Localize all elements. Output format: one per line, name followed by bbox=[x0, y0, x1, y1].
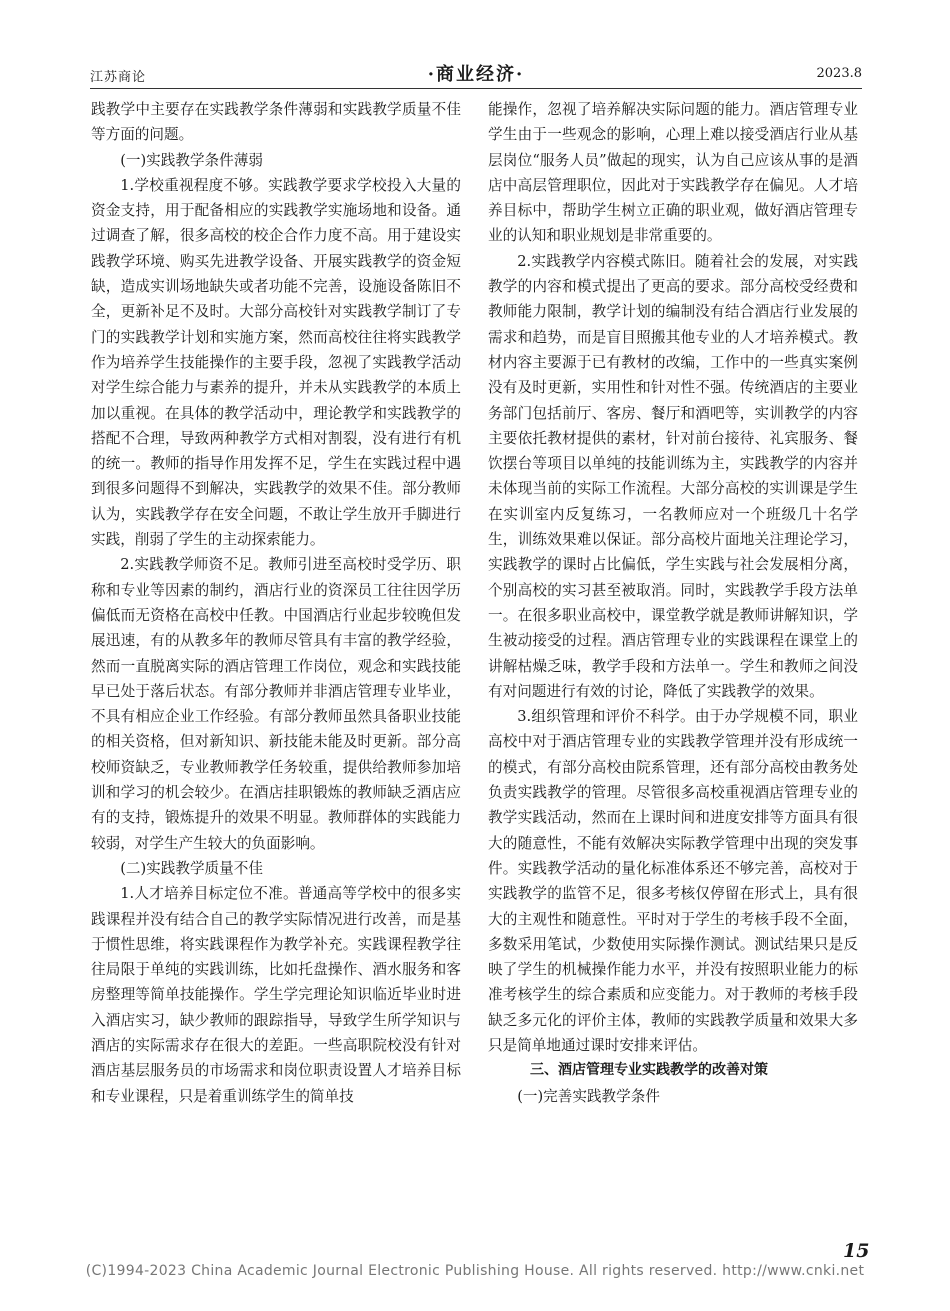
paragraph: 践教学中主要存在实践教学条件薄弱和实践教学质量不佳等方面的问题。 bbox=[91, 101, 461, 144]
section-heading: 三、酒店管理专业实践教学的改善对策 bbox=[530, 1062, 768, 1079]
paragraph: 2.实践教学内容模式陈旧。随着社会的发展，对实践教学的内容和模式提出了更高的要求。部分高校受经费和教师能力限制，教学计划的编制没有结合酒店行业发展的需求和趋势，而是盲目照搬其他专业的人才培养模式。教材内容主要源于已有教材的改编，工作中的一些真实案例没有及时更新，实用性和针对性不强。传统酒店的主要业务部门包括前厅、客房、餐厅和酒吧等，实训教学的内容主要依托教材提供的素材，针对前台接待、礼宾服务、餐饮摆台等项目以单纯的技能训练为主，实践教学的内容并未体现当前的实际工作流程。大部分高校的实训课是学生在实训室内反复练习，一名教师应对一个班级几十名学生，训练效果难以保证。部分高校片面地关注理论学习，实践教学的课时占比偏低，学生实践与社会发展相分离，个别高校的实习甚至被取消。同时，实践教学手段方法单一。在很多职业高校中，课堂教学就是教师讲解知识，学生被动接受的过程。酒店管理专业的实践课程在课堂上的讲解枯燥乏味，教学手段和方法单一。学生和教师之间没有对问题进行有效的讨论，降低了实践教学的效果。 bbox=[488, 252, 858, 700]
copyright-footer: (C)1994-2023 China Academic Journal Electronic Publishing House. All rights reserved. http://www.cnki.net bbox=[85, 1263, 865, 1279]
left-column bbox=[91, 97, 461, 1109]
paragraph: 2.实践教学师资不足。教师引进至高校时受学历、职称和专业等因素的制约，酒店行业的资深员工往往因学历偏低而无资格在高校中任教。中国酒店行业起步较晚但发展迅速，有的从教多年的教师尽管具有丰富的教学经验，然而一直脱离实际的酒店管理工作岗位，观念和实践技能早已处于落后状态。有部分教师并非酒店管理专业毕业，不具有相应企业工作经验。有部分教师虽然具备职业技能的相关资格，但对新知识、新技能未能及时更新。部分高校师资缺乏，专业教师教学任务较重，提供给教师参加培训和学习的机会较少。在酒店挂职锻炼的教师缺乏酒店应有的支持，锻炼提升的效果不明显。教师群体的实践能力较弱，对学生产生较大的负面影响。 bbox=[91, 556, 461, 852]
paragraph: 能操作，忽视了培养解决实际问题的能力。酒店管理专业学生由于一些观念的影响，心理上难以接受酒店行业从基层岗位“服务人员”做起的现实，认为自己应该从事的是酒店中高层管理职位，因此对于实践教学存在偏见。人才培养目标中，帮助学生树立正确的职业观，做好酒店管理专业的认知和职业规划是非常重要的。 bbox=[488, 101, 858, 245]
paragraph: 1.人才培养目标定位不准。普通高等学校中的很多实践课程并没有结合自己的教学实际情况进行改善，而是基于惯性思维，将实践课程作为教学补充。实践课程教学往往局限于单纯的实践训练，比如托盘操作、酒水服务和客房整理等简单技能操作。学生学完理论知识临近毕业时进入酒店实习，缺少教师的跟踪指导，导致学生所学知识与酒店的实际需求存在很大的差距。一些高职院校没有针对酒店基层服务员的市场需求和岗位职责设置人才培养目标和专业课程，只是着重训练学生的简单技 bbox=[91, 885, 461, 1105]
header-rule bbox=[90, 88, 862, 89]
section-title: ·商业经济· bbox=[427, 64, 525, 85]
running-header bbox=[90, 58, 862, 88]
subsection-heading: (一)实践教学条件薄弱 bbox=[120, 151, 263, 169]
subsection-heading: (二)实践教学质量不佳 bbox=[120, 859, 263, 877]
page-number: 15 bbox=[843, 1240, 870, 1262]
paragraph: 3.组织管理和评价不科学。由于办学规模不同，职业高校中对于酒店管理专业的实践教学管理并没有形成统一的模式，有部分高校由院系管理，还有部分高校由教务处负责实践教学的管理。尽管很多高校重视酒店管理专业的教学实践活动，然而在上课时间和进度安排等方面具有很大的随意性，不能有效解决实际教学管理中出现的突发事件。实践教学活动的量化标准体系还不够完善，高校对于实践教学的监管不足，很多考核仅停留在形式上，具有很大的主观性和随意性。平时对于学生的考核手段不全面，多数采用笔试，少数使用实际操作测试。测试结果只是反映了学生的机械操作能力水平，并没有按照职业能力的标准考核学生的综合素质和应变能力。对于教师的考核手段缺乏多元化的评价主体，教师的实践教学质量和效果大多只是简单地通过课时安排来评估。 bbox=[488, 708, 858, 1054]
journal-name: 江苏商论 bbox=[90, 70, 147, 85]
issue-number: 2023.8 bbox=[816, 66, 862, 81]
subsection-heading: (一)完善实践教学条件 bbox=[517, 1087, 660, 1105]
right-column bbox=[488, 97, 858, 1109]
paragraph: 1.学校重视程度不够。实践教学要求学校投入大量的资金支持，用于配备相应的实践教学实施场地和设备。通过调查了解，很多高校的校企合作力度不高。用于建设实践教学环境、购买先进教学设备、开展实践教学的资金短缺，造成实训场地缺失或者功能不完善，设施设备陈旧不全，更新补足不及时。大部分高校针对实践教学制订了专门的实践教学计划和实施方案，然而高校往往将实践教学作为培养学生技能操作的主要手段，忽视了实践教学活动对学生综合能力与素养的提升，并未从实践教学的本质上加以重视。在具体的教学活动中，理论教学和实践教学的搭配不合理，导致两种教学方式相对割裂，没有进行有机的统一。教师的指导作用发挥不足，学生在实践过程中遇到很多问题得不到解决，实践教学的效果不佳。部分教师认为，实践教学存在安全问题，不敢让学生放开手脚进行实践，削弱了学生的主动探索能力。 bbox=[91, 176, 461, 549]
